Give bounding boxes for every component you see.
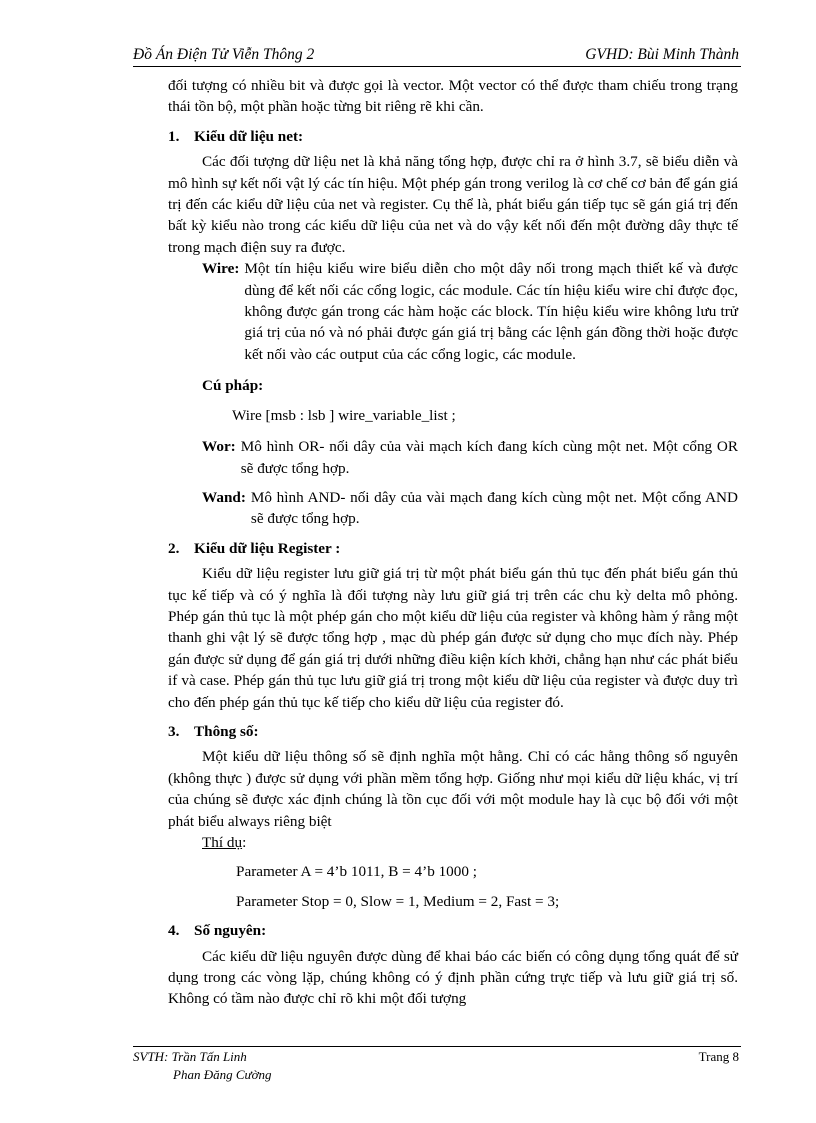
- page-content: [168, 75, 738, 1010]
- section-title: Kiểu dữ liệu net:: [194, 127, 304, 145]
- page-header: [133, 44, 741, 67]
- section-heading-net: [168, 126, 738, 147]
- section-heading-integer: [168, 920, 738, 941]
- page-footer: [133, 1046, 741, 1082]
- example-colon: :: [242, 834, 247, 851]
- page-number: Trang 8: [698, 1049, 739, 1064]
- intro-paragraph: đối tượng có nhiều bit và được gọi là vector. Một vector có thể được tham chiếu trong trạng thái tồn bộ, một phần hoặc từng bit riêng rẽ khi cần.: [168, 77, 738, 116]
- wire-definition: [202, 258, 738, 365]
- section-heading-register: [168, 538, 738, 559]
- header-advisor: GVHD: Bùi Minh Thành: [585, 46, 739, 63]
- header-title: Đồ Án Điện Tử Viễn Thông 2: [133, 46, 315, 63]
- wor-definition: [202, 436, 738, 479]
- section-title: Kiểu dữ liệu Register :: [194, 539, 341, 557]
- wand-term: Wand:: [202, 488, 246, 506]
- wor-description: Mô hình OR- nối dây của vài mạch kích đang kích cùng một net. Một cổng OR sẽ được tổng hợp.: [240, 438, 738, 477]
- footer-student-2: Phan Đăng Cường: [173, 1067, 272, 1082]
- footer-student: SVTH: Trần Tấn Linh: [133, 1049, 247, 1064]
- syntax-line: Wire [msb : lsb ] wire_variable_list ;: [232, 406, 456, 424]
- syntax-label: Cú pháp:: [202, 377, 264, 395]
- register-paragraph: Kiểu dữ liệu register lưu giữ giá trị từ một phát biểu gán thủ tục đến phát biểu gán thủ tục kế tiếp và có ý nghĩa là đối tượng này lưu giữ giá trị trên các chu kỳ delta mô phỏng. Phép gán thủ tục là một phép gán cho một kiểu dữ liệu của register và không hàm ý rằng một thanh ghi vật lý sẽ được tổng hợp , mạc dù phép gán được sử dụng cho mục đích này. Phép gán được sử dụng để gán giá trị dưới những điều kiện kích khởi, chẳng hạn như các phát biểu if và case. Phép gán thủ tục lưu giữ giá trị trong một kiểu dữ liệu của register và được duy trì cho đến phép gán thủ tục kế tiếp cho kiểu dữ liệu của register đó.: [168, 565, 738, 711]
- example-line-1: Parameter A = 4’b 1011, B = 4’b 1000 ;: [236, 863, 477, 881]
- section-number: 1.: [168, 127, 180, 145]
- wand-description: Mô hình AND- nối dây của vài mạch đang kích cùng một net. Một cổng AND sẽ được tổng hợp.: [250, 488, 738, 528]
- section-number: 3.: [168, 722, 180, 740]
- wire-term: Wire:: [202, 260, 240, 278]
- example-label-row: [168, 832, 738, 853]
- wor-term: Wor:: [202, 438, 236, 456]
- section-number: 2.: [168, 539, 180, 557]
- section-title: Thông số:: [194, 722, 259, 740]
- section-title: Số nguyên:: [194, 922, 267, 940]
- example-label: Thí dụ: [202, 834, 243, 851]
- wire-description: Một tín hiệu kiểu wire biểu diễn cho một dây nối trong mạch thiết kế và được dùng để kết nối các cổng logic, các module. Các tín hiệu kiểu wire chỉ được đọc, không được gán trong các hàm hoặc các block. Tín hiệu kiểu wire không lưu trử giá trị của nó và nó phải được gán giá trị bằng các lệnh gán đồng thời hoặc được kết nối vào các output của các cổng logic, các module.: [244, 260, 738, 363]
- section-heading-parameter: [168, 721, 738, 742]
- parameter-paragraph: Một kiểu dữ liệu thông số sẽ định nghĩa một hằng. Chỉ có các hằng thông số nguyên (không thực ) được sử dụng với phần mềm tổng hợp. Giống như mọi kiểu dữ liệu khác, vị trí của chúng sẽ được xác định chúng là tồn cục đối với một module hay là cục bộ đối với một phát biểu always riêng biệt: [168, 748, 738, 830]
- net-paragraph: Các đối tượng dữ liệu net là khả năng tổng hợp, được chỉ ra ở hình 3.7, sẽ biểu diễn và mô hình sự kết nối vật lý các tín hiệu. Một phép gán trong verilog là cơ chế cơ bản để gán giá trị đến các kiểu dữ liệu của net và register. Cụ thể là, phát biểu gán tiếp tục sẽ gán giá trị đến bất kỳ kiểu nào trong các kiểu dữ liệu của net và do vậy kết nối đến một đường dây thực tế trong mạch điện suy ra được.: [168, 153, 738, 256]
- integer-paragraph: Các kiểu dữ liệu nguyên được dùng để khai báo các biến có công dụng tổng quát để sử dụng trong các vòng lặp, chúng không có ý định phần cứng trực tiếp và lưu giữ giá trị số. Không có tầm nào được chỉ rõ khi một đối tượng: [168, 947, 738, 1008]
- section-number: 4.: [168, 922, 180, 940]
- wand-definition: [202, 487, 738, 530]
- example-line-2: Parameter Stop = 0, Slow = 1, Medium = 2, Fast = 3;: [236, 892, 560, 910]
